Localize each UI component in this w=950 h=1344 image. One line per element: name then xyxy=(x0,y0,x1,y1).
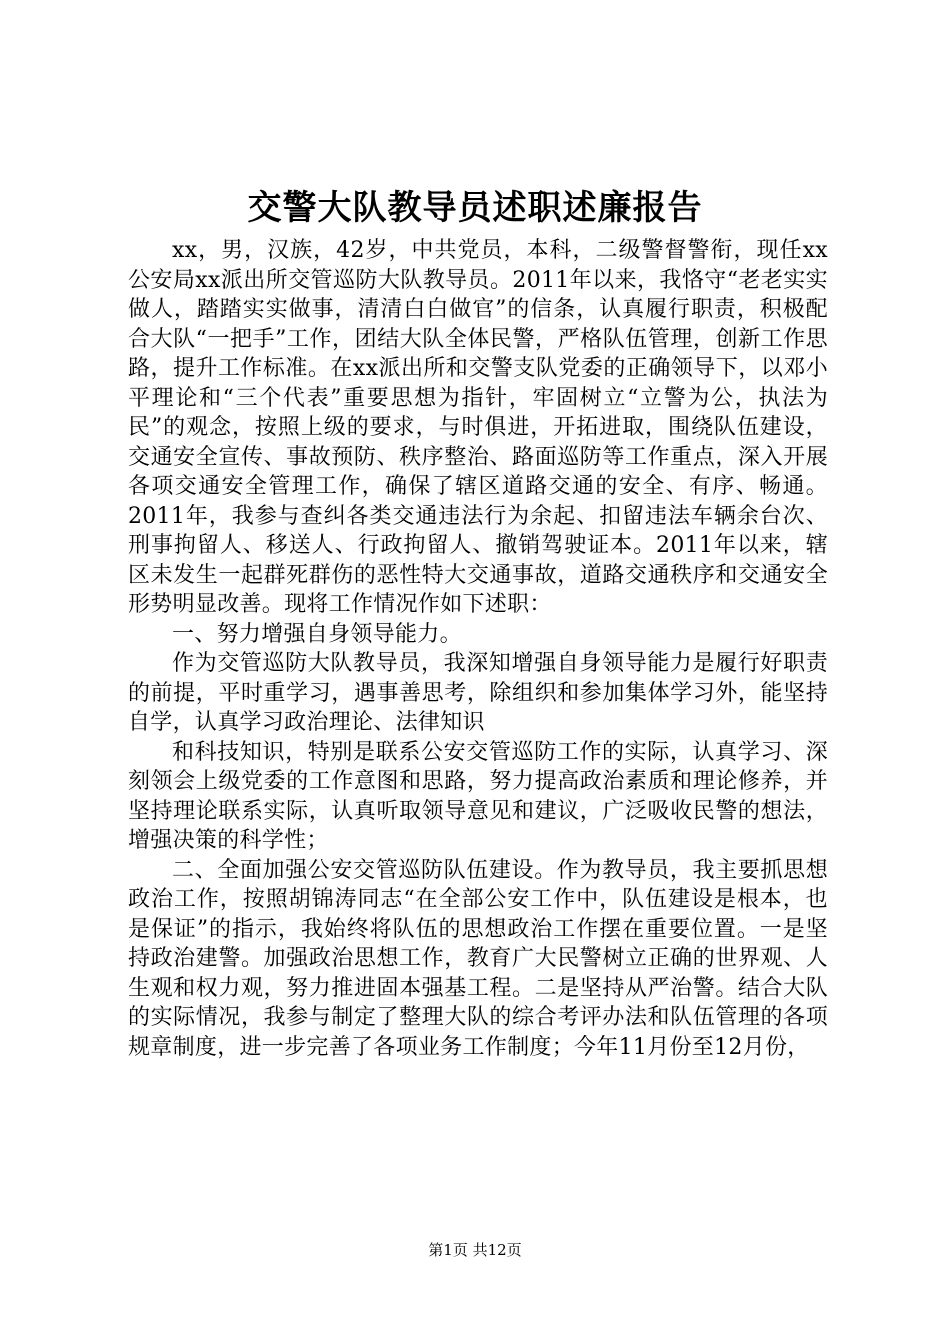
document-body xyxy=(128,236,828,1062)
paragraph-heading-2: 二、全面加强公安交管巡防队伍建设。作为教导员，我主要抓思想政治工作，按照胡锦涛同志“在全部公安工作中，队伍建设是根本，也是保证”的指示，我始终将队伍的思想政治工作摆在重要位置。一是坚持政治建警。加强政治思想工作，教育广大民警树立正确的世界观、人生观和权力观，努力推进固本强基工程。二是坚持从严治警。结合大队的实际情况，我参与制定了整理大队的综合考评办法和队伍管理的各项规章制度，进一步完善了各项业务工作制度；今年11月份至12月份， xyxy=(128,857,828,1060)
page-number-footer: 第1页 共12页 xyxy=(428,1241,522,1259)
paragraph-heading-1: 一、努力增强自身领导能力。 xyxy=(172,621,462,647)
paragraph-leadership: 作为交管巡防大队教导员，我深知增强自身领导能力是履行好职责的前提，平时重学习，遇事善思考，除组织和参加集体学习外，能坚持自学，认真学习政治理论、法律知识 xyxy=(128,651,828,735)
document-title: 交警大队教导员述职述廉报告 xyxy=(247,188,703,228)
paragraph-intro: xx，男，汉族，42岁，中共党员，本科，二级警督警衔，现任xx公安局xx派出所交管巡防大队教导员。2011年以来，我恪守“老老实实做人，踏踏实实做事，清清白白做官”的信条，认真履行职责，积极配合大队“一把手”工作，团结大队全体民警，严格队伍管理，创新工作思路，提升工作标准。在xx派出所和交警支队党委的正确领导下，以邓小平理论和“三个代表”重要思想为指针，牢固树立“立警为公，执法为民”的观念，按照上级的要求，与时俱进，开拓进取，围绕队伍建设，交通安全宣传、事故预防、秩序整治、路面巡防等工作重点，深入开展各项交通安全管理工作，确保了辖区道路交通的安全、有序、畅通。2011年，我参与查纠各类交通违法行为余起、扣留违法车辆余台次、刑事拘留人、移送人、行政拘留人、撤销驾驶证本。2011年以来，辖区未发生一起群死群伤的恶性特大交通事故，道路交通秩序和交通安全形势明显改善。现将工作情况作如下述职： xyxy=(128,238,828,617)
paragraph-leadership-cont: 和科技知识，特别是联系公安交管巡防工作的实际，认真学习、深刻领会上级党委的工作意图和思路，努力提高政治素质和理论修养，并坚持理论联系实际，认真听取领导意见和建议，广泛吸收民警的想法，增强决策的科学性； xyxy=(128,739,828,853)
